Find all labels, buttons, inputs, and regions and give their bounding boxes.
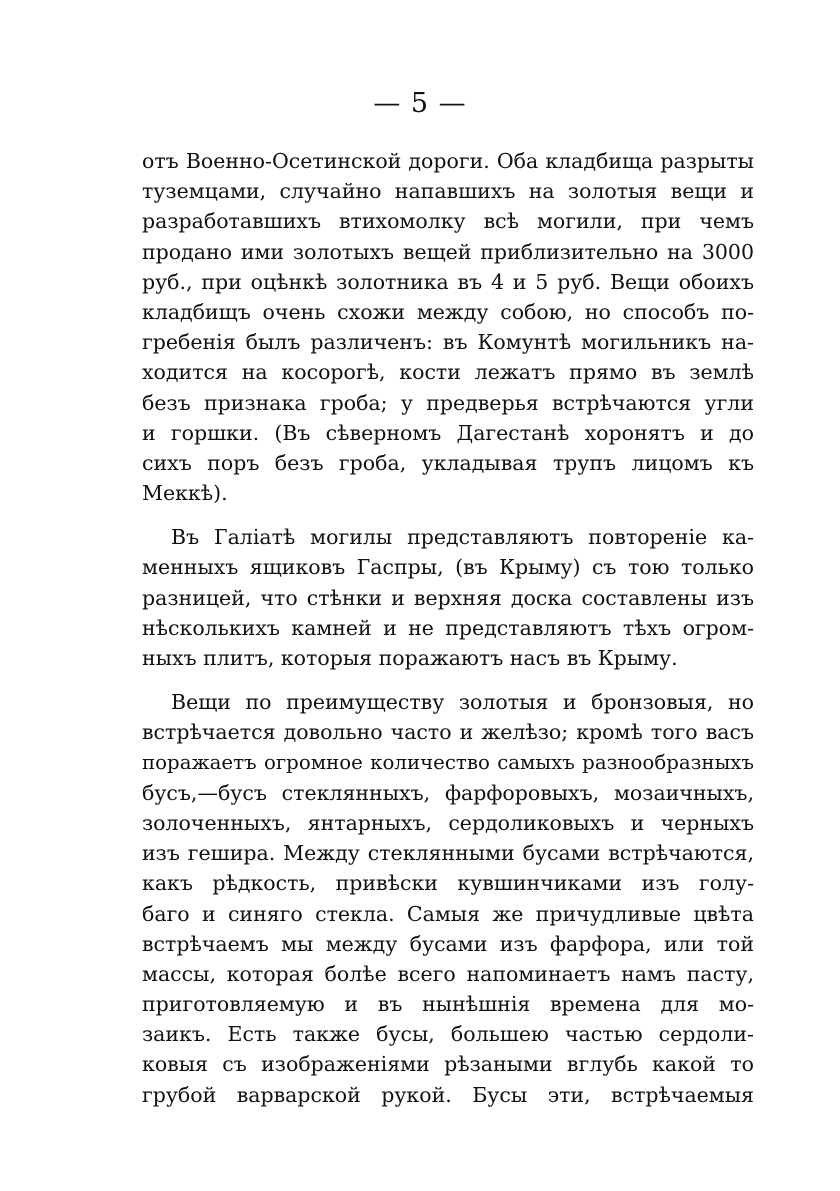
text-line: разработавшихъ втихомолку всѣ могили, при чемъ <box>142 209 754 234</box>
text-line: Въ Галіатѣ могилы представляютъ повтореніе ка- <box>171 525 754 550</box>
text-line: Вещи по преимуществу золотыя и бронзовыя, но <box>171 690 754 715</box>
paragraph-gap <box>142 673 754 687</box>
text-line: ковыя съ изображеніями рѣзаными вглубь какой то <box>142 1052 754 1077</box>
text-line: нѣсколькихъ камней и не представляютъ тѣхъ огром- <box>142 615 754 640</box>
text-line: какъ рѣдкость, привѣски кувшинчиками изъ голу- <box>142 871 754 896</box>
text-line: гребенія былъ различенъ: въ Комунтѣ могильникъ на- <box>142 330 754 355</box>
text-line: бусъ,—бусъ стеклянныхъ, фарфоровыхъ, мозаичныхъ, <box>142 780 754 805</box>
text-line: грубой варварской рукой. Бусы эти, встрѣчаемыя <box>142 1082 754 1107</box>
text-line: ныхъ плитъ, которыя поражаютъ насъ въ Крыму. <box>142 646 678 670</box>
paragraph-gap <box>142 508 754 522</box>
text-line: кладбищъ очень схожи между собою, но способъ по- <box>142 299 754 324</box>
text-line: руб., при оцѣнкѣ золотника въ 4 и 5 руб. Вещи обоихъ <box>142 269 754 294</box>
text-line: встрѣчаемъ мы между бусами изъ фарфора, или той <box>142 931 754 956</box>
text-line: туземцами, случайно напавшихъ на золотыя вещи и <box>142 179 754 204</box>
text-line: продано ими золотыхъ вещей приблизительно на 3000 <box>142 239 754 264</box>
text-line: безъ признака гроба; у предверья встрѣчаются угли <box>142 390 754 415</box>
text-line: приготовляемую и въ нынѣшнія времена для мо- <box>142 992 754 1017</box>
body-text <box>142 146 754 1110</box>
text-line: поражаетъ огромное количество самыхъ разнообразныхъ <box>142 750 754 774</box>
text-line: баго и синяго стекла. Самыя же причудливые цвѣта <box>142 901 754 926</box>
text-line: золоченныхъ, янтарныхъ, сердоликовыхъ и черныхъ <box>142 810 754 835</box>
text-line: массы, которая болѣе всего напоминаетъ намъ пасту, <box>142 961 754 986</box>
text-line: изъ гешира. Между стеклянными бусами встрѣчаются, <box>142 841 754 866</box>
text-line: отъ Военно-Осетинской дороги. Оба кладбища разрыты <box>142 149 754 173</box>
text-line: ходится на косорогѣ, кости лежатъ прямо въ землѣ <box>142 360 754 385</box>
text-line: Меккѣ). <box>142 481 228 506</box>
text-line: разницей, что стѣнки и верхняя доска составлены изъ <box>142 585 754 610</box>
page-number: — 5 — <box>373 88 467 119</box>
text-line: заикъ. Есть также бусы, большею частью сердоли- <box>142 1022 754 1047</box>
text-line: менныхъ ящиковъ Гаспры, (въ Крыму) съ тою только <box>142 555 754 580</box>
text-line: и горшки. (Въ сѣверномъ Дагестанѣ хоронятъ и до <box>142 420 754 445</box>
text-line: сихъ поръ безъ гроба, укладывая трупъ лицомъ къ <box>142 450 754 475</box>
text-line: встрѣчается довольно часто и желѣзо; кромѣ того васъ <box>142 720 754 745</box>
